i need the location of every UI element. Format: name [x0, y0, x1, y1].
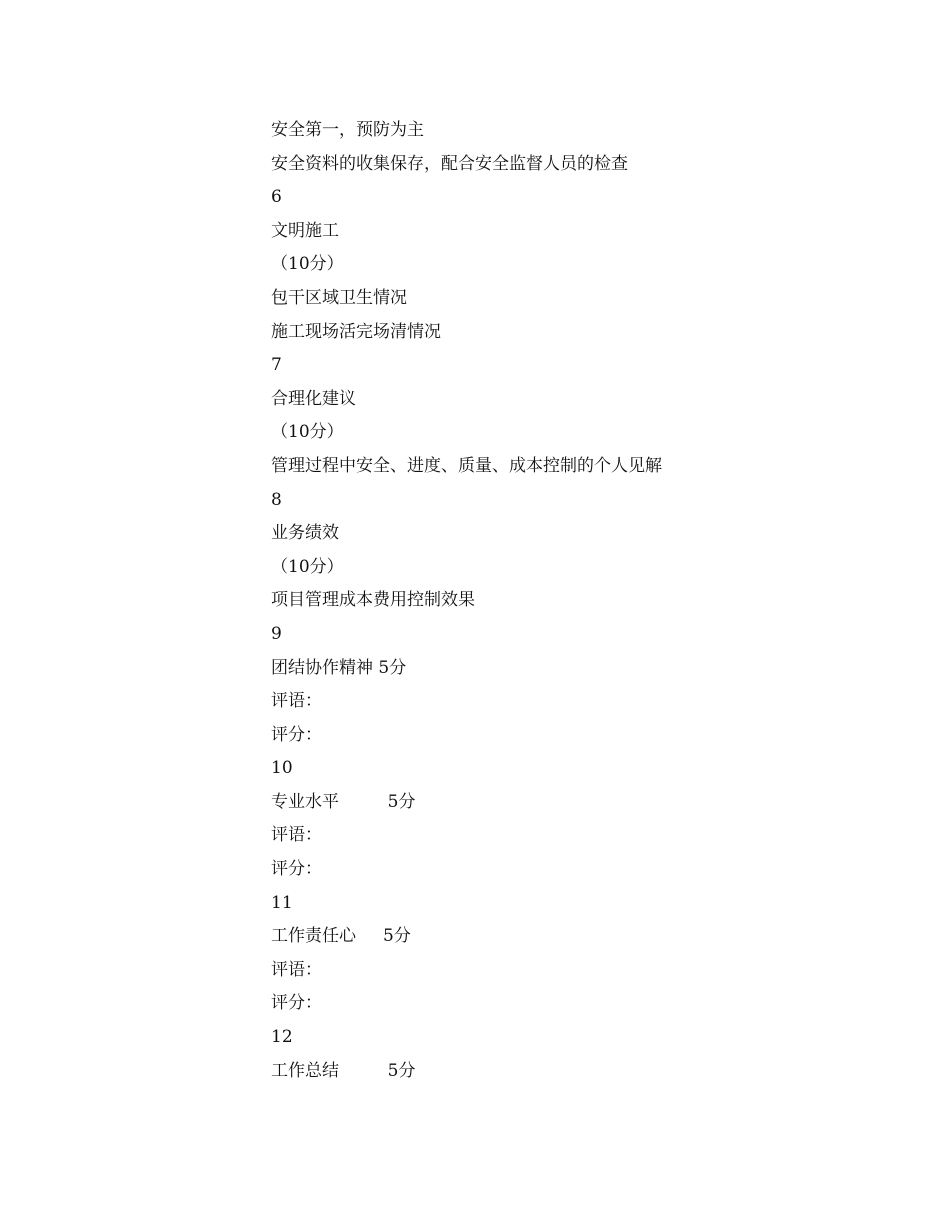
item-number: 9 — [271, 623, 282, 644]
score-label: 评分： — [271, 724, 322, 745]
text-line: 安全资料的收集保存，配合安全监督人员的检查 — [271, 153, 628, 174]
item-title: 文明施工 — [271, 220, 339, 241]
document-body — [271, 114, 891, 1088]
score-label: 评分： — [271, 993, 322, 1014]
text-line: 安全第一，预防为主 — [271, 120, 424, 140]
item-title: 工作责任心 5分 — [271, 926, 411, 947]
item-title: 专业水平 5分 — [271, 791, 416, 812]
comment-label: 评语： — [271, 691, 322, 712]
item-score: （10分） — [271, 556, 344, 577]
text-line: 项目管理成本费用控制效果 — [271, 590, 475, 611]
item-number: 7 — [271, 355, 282, 376]
item-number: 10 — [271, 758, 293, 779]
item-number: 11 — [271, 892, 293, 913]
item-title: 合理化建议 — [271, 388, 356, 409]
item-score: （10分） — [271, 254, 344, 275]
text-line: 管理过程中安全、进度、质量、成本控制的个人见解 — [271, 455, 662, 476]
item-title: 团结协作精神 5分 — [271, 657, 407, 678]
text-line: 包干区域卫生情况 — [271, 287, 407, 308]
comment-label: 评语： — [271, 825, 322, 846]
item-number: 6 — [271, 187, 282, 208]
text-line: 施工现场活完场清情况 — [271, 321, 441, 342]
item-number: 8 — [271, 489, 282, 510]
item-score: （10分） — [271, 422, 344, 443]
item-title: 工作总结 5分 — [271, 1060, 416, 1081]
item-title: 业务绩效 — [271, 523, 339, 544]
item-number: 12 — [271, 1027, 293, 1048]
score-label: 评分： — [271, 859, 322, 880]
comment-label: 评语： — [271, 959, 322, 980]
